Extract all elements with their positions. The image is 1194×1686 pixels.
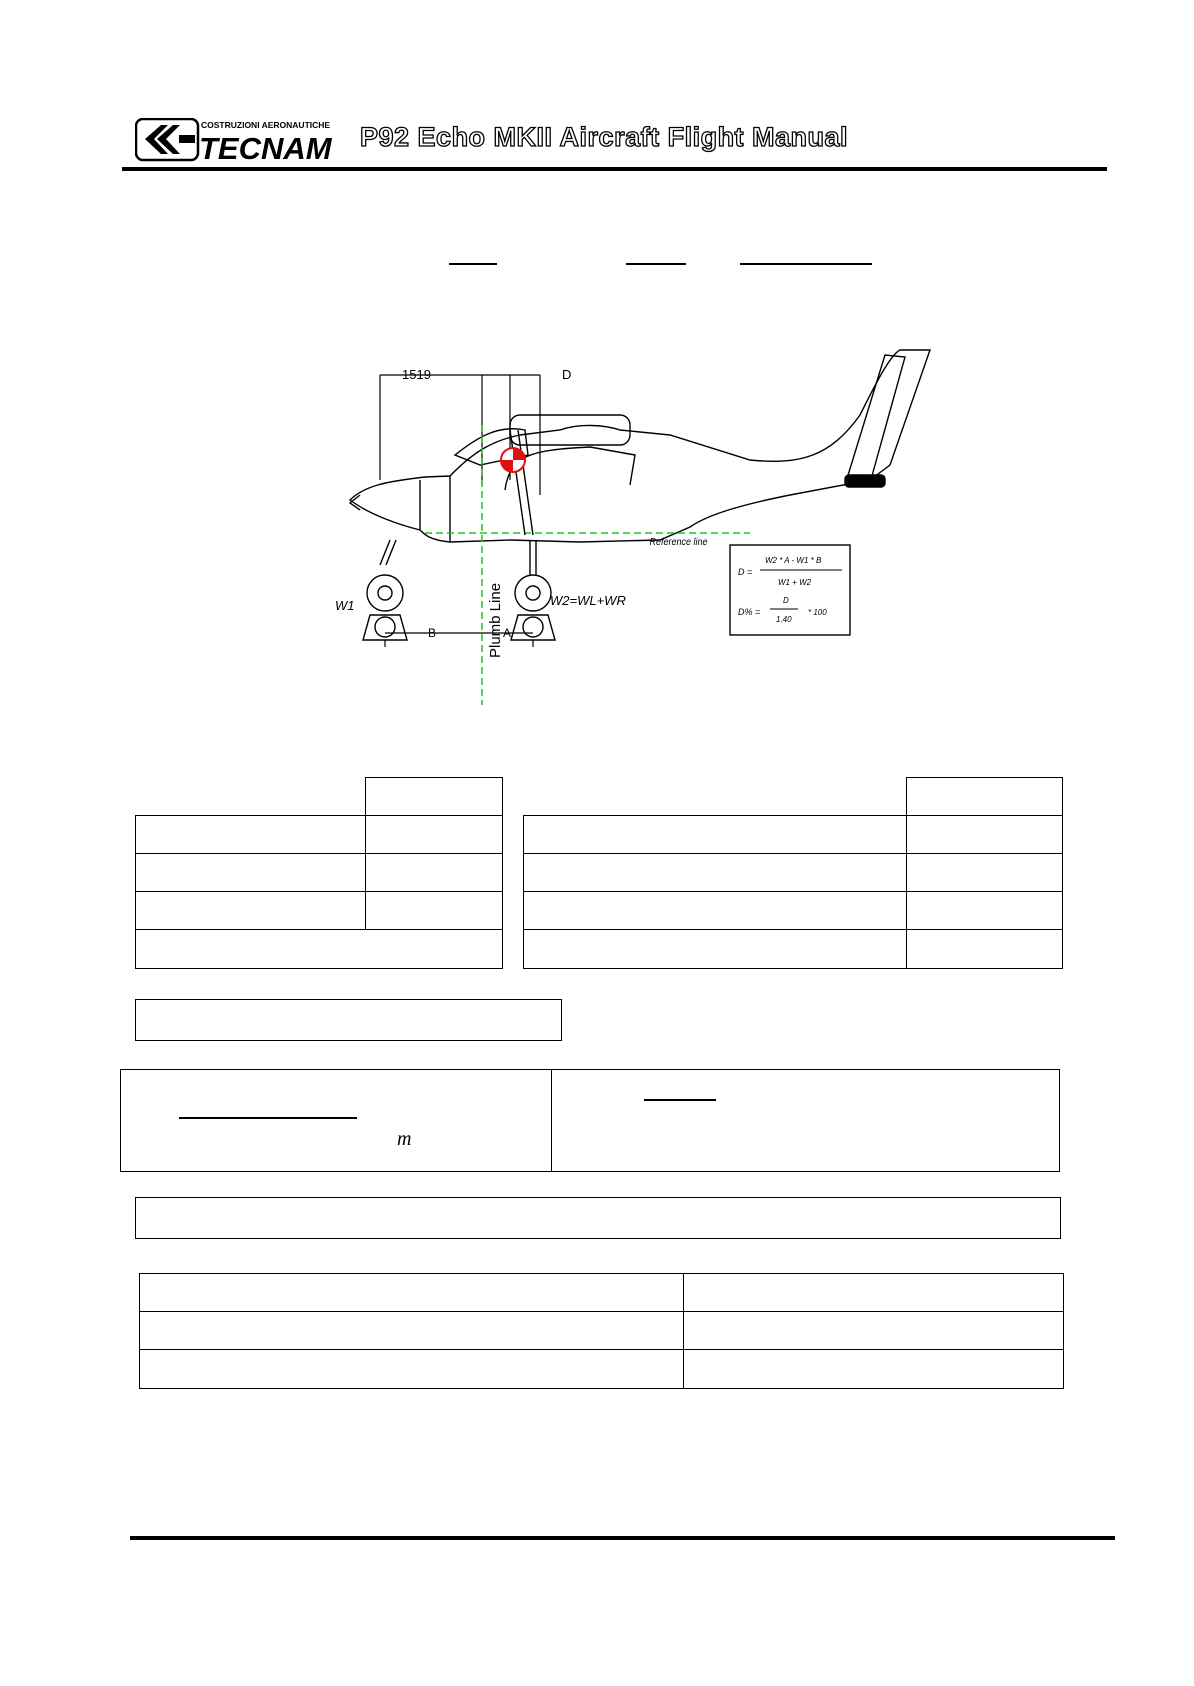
formula-box <box>730 545 850 635</box>
formula-d-denominator: W1 + W2 <box>778 578 812 587</box>
dimension-a: A <box>503 626 512 640</box>
formula-d-lhs: D = <box>738 567 753 577</box>
right-table-label-cell <box>523 853 908 893</box>
bottom-table-value-cell[interactable] <box>683 1273 1064 1313</box>
formula-d-numerator: W2 * A - W1 * B <box>765 556 822 565</box>
left-table-value-cell[interactable] <box>365 853 503 893</box>
manual-title: P92 Echo MKII Aircraft Flight Manual <box>360 122 849 152</box>
result-field[interactable] <box>135 999 562 1041</box>
footer-rule <box>130 1536 1115 1540</box>
heading-underline-3 <box>740 263 872 265</box>
right-table-value-cell[interactable] <box>906 891 1063 931</box>
right-table-label-cell <box>523 891 908 931</box>
formula-pct-denominator: 1.40 <box>776 615 792 624</box>
nose-gear <box>363 540 407 640</box>
left-table-label-cell <box>135 891 367 931</box>
right-table-value-cell[interactable] <box>906 929 1063 969</box>
fraction-bar <box>179 1117 357 1119</box>
logo-brand: TECNAM <box>199 131 332 163</box>
bottom-table-label-cell <box>139 1311 685 1351</box>
result-wide-field[interactable] <box>135 1197 1061 1239</box>
formula-pct-multiplier: * 100 <box>808 608 827 617</box>
w1-label: W1 <box>335 598 355 613</box>
right-table-label-cell <box>523 815 908 855</box>
aircraft-weighing-drawing <box>330 335 970 715</box>
fuselage-outline <box>350 350 930 542</box>
right-table-value-cell[interactable] <box>906 815 1063 855</box>
left-table-value-cell[interactable] <box>365 891 503 931</box>
left-table-value-cell[interactable] <box>365 815 503 855</box>
unit-m: m <box>397 1128 412 1150</box>
dimension-b: B <box>428 626 437 640</box>
bottom-table-label-cell <box>139 1349 685 1389</box>
fraction-bar-right <box>644 1099 716 1101</box>
right-table-value-cell[interactable] <box>906 853 1063 893</box>
left-table-header-cell <box>365 777 503 817</box>
bottom-table-label-cell <box>139 1273 685 1313</box>
formula-pct-lhs: D% = <box>738 607 761 617</box>
left-table-total-cell[interactable] <box>135 929 503 969</box>
heading-underline-1 <box>449 263 497 265</box>
tecnam-logo <box>135 118 345 163</box>
reference-line-label: Reference line <box>649 536 708 549</box>
dimension-lines <box>380 375 540 495</box>
header-rule <box>122 167 1107 171</box>
right-table-header-cell <box>906 777 1063 817</box>
datum-label: D <box>562 367 572 382</box>
heading-underline-2 <box>626 263 686 265</box>
formula-pct-numerator: D <box>783 596 789 605</box>
left-table-label-cell <box>135 815 367 855</box>
dimension-1519: 1519 <box>402 367 431 382</box>
logo-tagline: COSTRUZIONI AERONAUTICHE <box>201 120 331 130</box>
right-table-label-cell <box>523 929 908 969</box>
bottom-table-value-cell[interactable] <box>683 1311 1064 1351</box>
cg-marker <box>501 448 525 472</box>
plumb-line-label: Plumb Line <box>487 582 504 658</box>
bottom-table-value-cell[interactable] <box>683 1349 1064 1389</box>
w2-label: W2=WL+WR <box>550 593 626 608</box>
left-table-label-cell <box>135 853 367 893</box>
calculation-left-panel <box>120 1069 553 1172</box>
calculation-right-panel <box>551 1069 1060 1172</box>
